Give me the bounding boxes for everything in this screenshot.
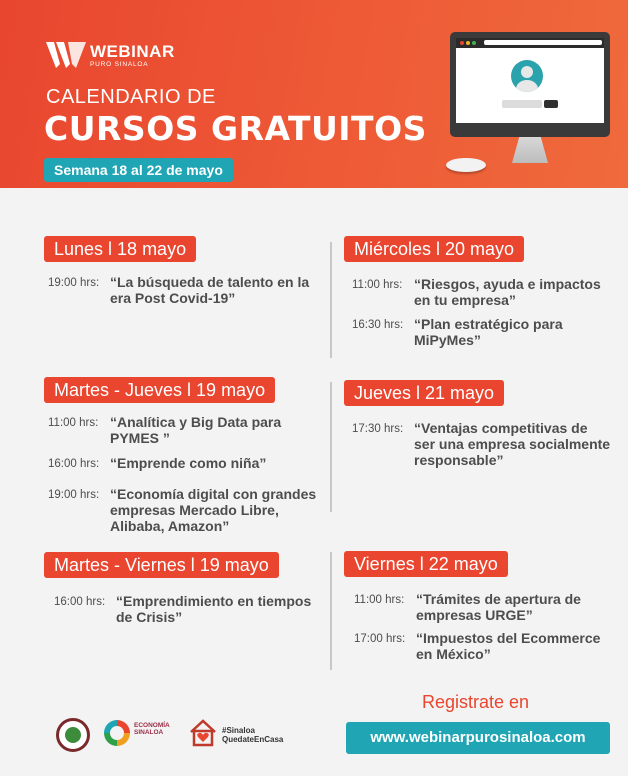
event-time: 16:30 hrs: (352, 319, 404, 331)
event-title: “Trámites de apertura de empresas URGE” (416, 591, 581, 623)
event-time: 11:00 hrs: (354, 594, 405, 606)
event-title: “Riesgos, ayuda e impactos en tu empresa” (414, 276, 601, 308)
economia-logo-icon (104, 720, 130, 746)
event-time: 11:00 hrs: (352, 279, 403, 291)
event-title: “Emprende como niña” (110, 455, 267, 471)
event-time: 17:30 hrs: (352, 423, 404, 435)
header-banner (0, 0, 628, 188)
event-item (48, 455, 266, 472)
website-link[interactable]: www.webinarpurosinaloa.com (346, 722, 610, 754)
government-seal-icon (56, 718, 90, 752)
event-item (48, 414, 281, 446)
event-title: “Economía digital con grandes empresas Mercado Libre, Alibaba, Amazon” (110, 486, 317, 534)
event-time: 19:00 hrs: (48, 277, 100, 289)
calendar-title: CALENDARIO DE (46, 86, 216, 108)
hashtag-text: #Sinaloa QuedateEnCasa (222, 726, 284, 744)
event-title: “Emprendimiento en tiempos de Crisis” (116, 593, 312, 625)
event-title: “Ventajas competitivas de ser una empresa socialmente responsable” (414, 420, 611, 468)
day-badge-tuesday-thursday: Martes - Jueves l 19 mayo (44, 377, 275, 403)
event-time: 19:00 hrs: (48, 489, 100, 501)
logo-name: WEBINAR (90, 41, 175, 61)
event-item (352, 276, 601, 308)
event-item (354, 630, 600, 662)
webinar-logo (46, 40, 175, 70)
day-badge-tuesday-friday: Martes - Viernes l 19 mayo (44, 552, 279, 578)
event-item (54, 593, 311, 625)
event-item (48, 486, 316, 534)
day-badge-wednesday: Miércoles l 20 mayo (344, 236, 524, 262)
event-time: 16:00 hrs: (48, 458, 100, 470)
event-title: “Impuestos del Ecommerce en México” (416, 630, 601, 662)
webinar-w-icon (46, 40, 86, 70)
column-divider (330, 382, 332, 512)
event-title: “La búsqueda de talento en la era Post Covid-19” (110, 274, 310, 306)
event-title: “Plan estratégico para MiPyMes” (414, 316, 563, 348)
register-label: Registrate en (422, 692, 530, 712)
event-item (354, 591, 581, 623)
event-item (352, 316, 563, 348)
day-badge-friday: Viernes l 22 mayo (344, 551, 508, 577)
day-badge-thursday: Jueves l 21 mayo (344, 380, 504, 406)
monitor-stand (512, 137, 548, 163)
column-divider (330, 552, 332, 670)
user-avatar-icon (511, 60, 543, 92)
event-time: 17:00 hrs: (354, 633, 406, 645)
logo-subtitle: PURO SINALOA (90, 60, 149, 68)
event-time: 11:00 hrs: (48, 417, 99, 429)
economia-logo-text: ECONOMÍA SINALOA (134, 722, 170, 736)
event-title: “Analítica y Big Data para PYMES ” (110, 414, 282, 446)
mouse-icon (446, 158, 486, 172)
column-divider (330, 242, 332, 358)
event-item (48, 274, 309, 306)
house-heart-icon (188, 718, 218, 748)
event-time: 16:00 hrs: (54, 596, 106, 608)
courses-title: CURSOS GRATUITOS (44, 109, 427, 148)
monitor-illustration (450, 32, 610, 137)
week-badge: Semana 18 al 22 de mayo (44, 158, 233, 182)
day-badge-monday: Lunes l 18 mayo (44, 236, 196, 262)
event-item (352, 420, 610, 468)
